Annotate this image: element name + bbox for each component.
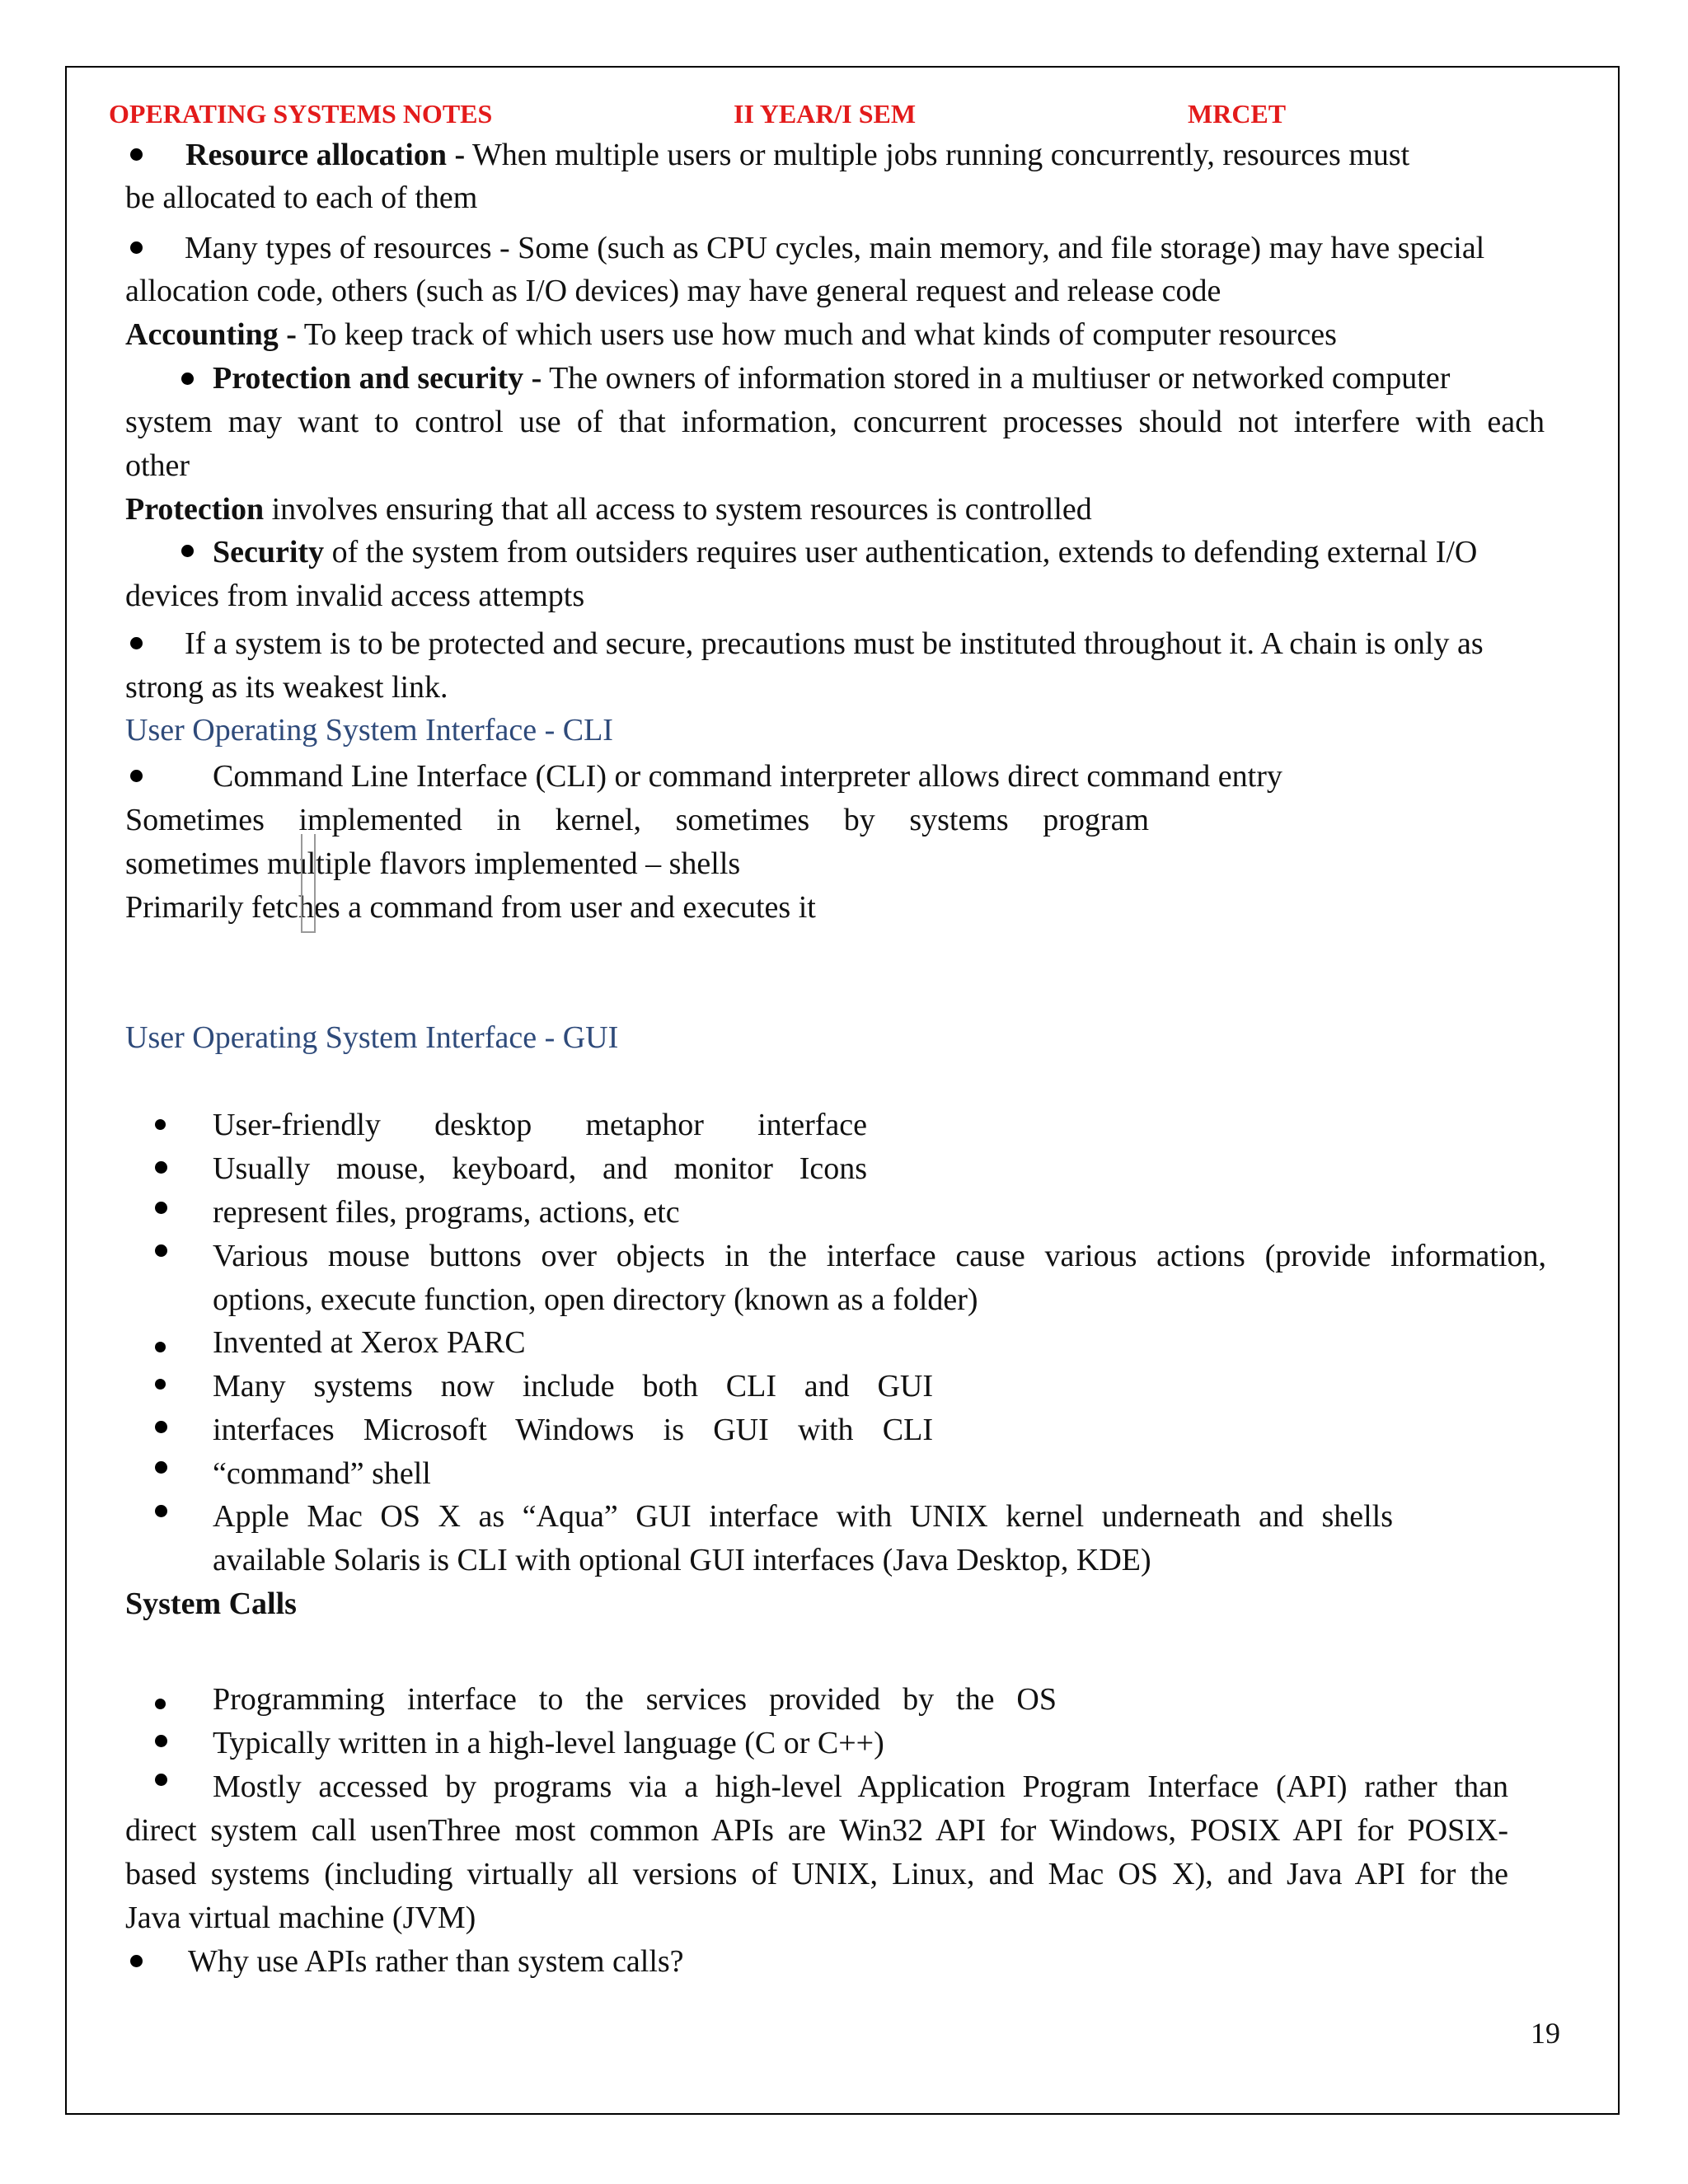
bullet-icon [181,545,194,557]
text-cursor-marker [301,834,316,933]
term-protection-security: Protection and security - [213,361,542,396]
resource-allocation-cont: be allocated to each of them [125,180,478,215]
gui-item-cont: options, execute function, open directory (known as a folder) [213,1282,978,1317]
bullet-icon [155,1379,166,1390]
syscall-item: Why use APIs rather than system calls? [188,1944,684,1979]
cli-line-1: Sometimes implemented in kernel, sometimes by systems program [125,803,1149,837]
text: involves ensuring that all access to system resources is controlled [264,492,1092,527]
bullet-icon [130,637,143,649]
cli-bullet-text: Command Line Interface (CLI) or command interpreter allows direct command entry [213,759,1282,794]
text: The owners of information stored in a multiuser or networked computer [542,361,1451,396]
chain-line: If a system is to be protected and secure, precautions must be instituted throughout it. A chain is only as [185,626,1484,661]
syscall-item: Typically written in a high-level language (C or C++) [213,1726,884,1760]
protection-security-line [213,360,1450,396]
bullet-icon [155,1202,167,1214]
syscall-item-cont: based systems (including virtually all versions of UNIX, Linux, and Mac OS X), and Java API for the [125,1857,1508,1891]
bullet-icon [155,1699,166,1709]
header-college: MRCET [1188,99,1287,129]
bullet-icon [130,148,143,161]
cli-heading: User Operating System Interface - CLI [125,713,613,748]
header-year-sem: II YEAR/I SEM [734,99,917,129]
bullet-icon [155,1774,167,1786]
bullet-icon [155,1342,166,1352]
text: When multiple users or multiple jobs running concurrently, resources must [465,138,1410,172]
bullet-icon [155,1119,166,1130]
bullet-icon [155,1161,167,1174]
gui-item: User-friendly desktop metaphor interface [213,1108,867,1142]
bullet-icon [181,373,194,385]
security-line [213,534,1477,570]
bullet-icon [130,241,143,254]
gui-item: Usually mouse, keyboard, and monitor Icons [213,1151,867,1186]
term-resource-allocation: Resource allocation - [185,138,466,172]
syscall-item: Programming interface to the services provided by the OS [213,1682,1057,1717]
text: To keep track of which users use how much and what kinds of computer resources [296,317,1337,352]
gui-item-cont: available Solaris is CLI with optional GUI interfaces (Java Desktop, KDE) [213,1543,1151,1577]
resource-types-cont: allocation code, others (such as I/O devices) may have general request and release code [125,274,1221,308]
bullet-icon [130,770,143,782]
gui-item: represent files, programs, actions, etc [213,1195,680,1230]
gui-item: Various mouse buttons over objects in the interface cause various actions (provide information, [213,1239,1546,1273]
bullet-icon [155,1244,167,1257]
bullet-icon [130,1955,143,1967]
accounting-line [125,316,1337,353]
gui-item: “command” shell [213,1456,431,1491]
protection-line [125,491,1092,527]
bullet-icon [155,1735,167,1747]
term-accounting: Accounting - [125,317,297,352]
resource-types-line: Many types of resources - Some (such as CPU cycles, main memory, and file storage) may have special [185,231,1485,265]
protection-security-cont2: other [125,448,190,483]
bullet-icon [155,1421,167,1433]
syscall-item: Mostly accessed by programs via a high-level Application Program Interface (API) rather than [213,1769,1508,1804]
syscall-item-cont: Java virtual machine (JVM) [125,1900,476,1935]
gui-item: interfaces Microsoft Windows is GUI with CLI [213,1413,933,1447]
bullet-icon [155,1461,167,1474]
term-security: Security [213,535,325,569]
resource-allocation-line [185,137,1409,173]
page-number: 19 [1531,2017,1560,2050]
bullet-icon [155,1505,167,1517]
gui-heading: User Operating System Interface - GUI [125,1020,619,1055]
protection-security-cont: system may want to control use of that information, concurrent processes should not interfere with each [125,405,1545,439]
gui-item: Invented at Xerox PARC [213,1325,526,1360]
security-cont: devices from invalid access attempts [125,579,585,613]
cli-line-3: Primarily fetches a command from user and executes it [125,890,816,925]
syscalls-heading: System Calls [125,1586,297,1621]
header-course-title: OPERATING SYSTEMS NOTES [109,99,493,129]
syscall-item-cont: direct system call usenThree most common APIs are Win32 API for Windows, POSIX API for POSIX- [125,1813,1508,1848]
cli-line-2: sometimes multiple flavors implemented – shells [125,846,741,881]
chain-cont: strong as its weakest link. [125,670,448,705]
text: of the system from outsiders requires user authentication, extends to defending external I/O [324,535,1478,569]
gui-item: Many systems now include both CLI and GUI [213,1369,933,1404]
term-protection: Protection [125,492,265,527]
gui-item: Apple Mac OS X as “Aqua” GUI interface with UNIX kernel underneath and shells [213,1499,1393,1534]
